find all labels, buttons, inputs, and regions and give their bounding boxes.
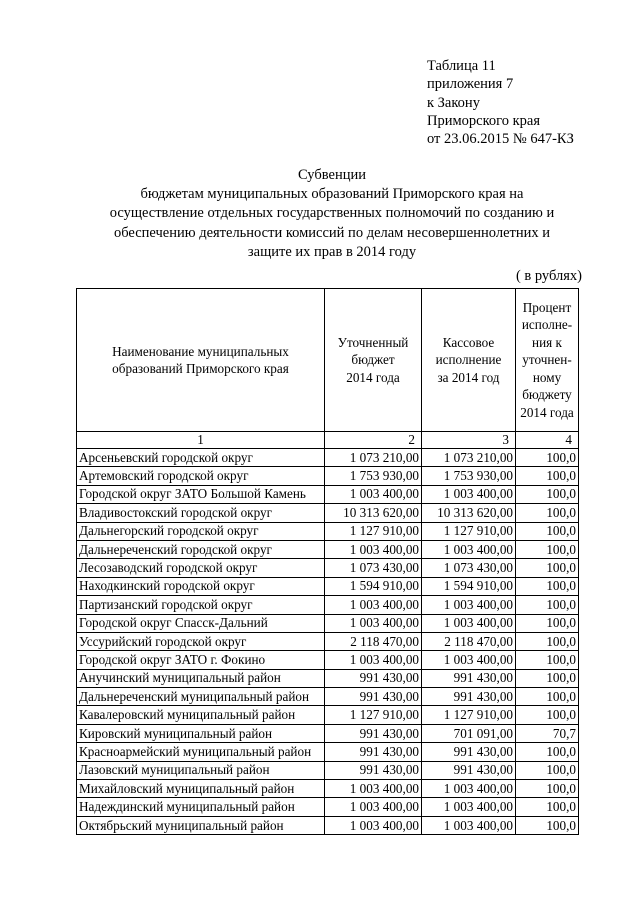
table-body [77,449,579,835]
table-row [77,743,579,761]
table-row [77,449,579,467]
cell-municipality: Артемовский городской округ [77,467,325,485]
cell-execution: 1 003 400,00 [422,780,516,798]
cell-percent: 100,0 [516,780,579,798]
cell-execution: 1 073 210,00 [422,449,516,467]
header-line: исполнение [435,352,502,368]
cell-percent: 100,0 [516,559,579,577]
cell-municipality: Дальнереченский муниципальный район [77,688,325,706]
annex-line: Приморского края [427,112,541,129]
cell-budget: 1 127 910,00 [325,706,422,724]
cell-budget: 1 003 400,00 [325,596,422,614]
cell-municipality: Красноармейский муниципальный район [77,743,325,761]
table-row [77,798,579,816]
cell-municipality: Городской округ ЗАТО Большой Камень [77,485,325,503]
header-percent [516,289,579,432]
cell-execution: 1 003 400,00 [422,596,516,614]
cell-percent: 70,7 [516,724,579,742]
cell-budget: 1 073 210,00 [325,449,422,467]
header-line: образований Приморского края [112,361,289,376]
cell-budget: 1 003 400,00 [325,485,422,503]
cell-execution: 1 003 400,00 [422,798,516,816]
cell-budget: 991 430,00 [325,743,422,761]
header-line: бюджет [351,352,395,368]
cell-municipality: Октябрьский муниципальный район [77,816,325,834]
cell-municipality: Уссурийский городской округ [77,632,325,650]
cell-budget: 1 003 400,00 [325,651,422,669]
column-number: 2 [325,432,422,449]
cell-municipality: Городской округ Спасск-Дальний [77,614,325,632]
header-line: ния к [532,334,562,350]
cell-execution: 991 430,00 [422,669,516,687]
cell-execution: 991 430,00 [422,761,516,779]
annex-line: Таблица 11 [427,58,496,74]
annex-line: к Закону [427,94,480,111]
table-row [77,540,579,558]
header-line: Наименование муниципальных [112,343,289,359]
title-line: защите их прав в 2014 году [247,243,417,260]
table-row [77,467,579,485]
header-name [77,289,325,432]
cell-percent: 100,0 [516,467,579,485]
cell-execution: 1 073 430,00 [422,559,516,577]
cell-municipality: Лазовский муниципальный район [77,761,325,779]
table-row [77,485,579,503]
header-line: ному [532,369,562,385]
table-row [77,522,579,540]
cell-execution: 10 313 620,00 [422,504,516,522]
cell-municipality: Дальнегорский городской округ [77,522,325,540]
cell-execution: 1 003 400,00 [422,614,516,632]
cell-budget: 1 594 910,00 [325,577,422,595]
table-row [77,724,579,742]
cell-municipality: Находкинский городской округ [77,577,325,595]
table-row [77,669,579,687]
cell-percent: 100,0 [516,449,579,467]
cell-execution: 1 003 400,00 [422,816,516,834]
annex-reference [427,57,574,148]
table-row [77,761,579,779]
cell-budget: 991 430,00 [325,724,422,742]
header-line: Процент [522,299,572,315]
cell-percent: 100,0 [516,522,579,540]
cell-percent: 100,0 [516,743,579,761]
table-header-row [77,289,579,432]
column-number-row [77,432,579,449]
cell-execution: 2 118 470,00 [422,632,516,650]
cell-municipality: Кировский муниципальный район [77,724,325,742]
cell-percent: 100,0 [516,706,579,724]
table-row [77,632,579,650]
cell-execution: 991 430,00 [422,743,516,761]
cell-budget: 1 003 400,00 [325,540,422,558]
cell-municipality: Кавалеровский муниципальный район [77,706,325,724]
annex-line: от 23.06.2015 № 647-КЗ [427,131,574,148]
cell-percent: 100,0 [516,669,579,687]
cell-municipality: Владивостокский городской округ [77,504,325,522]
cell-execution: 1 127 910,00 [422,522,516,540]
title-line: Субвенции [298,167,366,183]
cell-percent: 100,0 [516,596,579,614]
cell-percent: 100,0 [516,485,579,503]
column-number: 4 [516,432,579,449]
cell-execution: 1 003 400,00 [422,540,516,558]
table-row [77,596,579,614]
cell-execution: 1 003 400,00 [422,485,516,503]
cell-budget: 1 003 400,00 [325,816,422,834]
subsidies-table [76,288,579,835]
table-row [77,780,579,798]
header-line: уточнен- [522,352,572,368]
table-row [77,816,579,834]
cell-budget: 2 118 470,00 [325,632,422,650]
header-execution [422,289,516,432]
cell-budget: 1 003 400,00 [325,614,422,632]
cell-percent: 100,0 [516,688,579,706]
cell-percent: 100,0 [516,504,579,522]
cell-budget: 1 003 400,00 [325,780,422,798]
cell-budget: 991 430,00 [325,688,422,706]
cell-percent: 100,0 [516,540,579,558]
cell-percent: 100,0 [516,798,579,816]
table-row [77,504,579,522]
cell-municipality: Партизанский городской округ [77,596,325,614]
cell-municipality: Анучинский муниципальный район [77,669,325,687]
table-row [77,577,579,595]
table-row [77,706,579,724]
title-line: осуществление отдельных государственных полномочий по созданию и [109,205,555,222]
cell-execution: 991 430,00 [422,688,516,706]
header-line: исполне- [521,317,573,333]
cell-budget: 1 003 400,00 [325,798,422,816]
cell-municipality: Дальнереченский городской округ [77,540,325,558]
cell-execution: 701 091,00 [422,724,516,742]
table-row [77,559,579,577]
cell-budget: 10 313 620,00 [325,504,422,522]
document-title [60,166,604,262]
header-line: 2014 года [520,404,574,420]
table-row [77,614,579,632]
cell-municipality: Лесозаводский городской округ [77,559,325,577]
column-number: 1 [77,432,325,449]
cell-budget: 991 430,00 [325,761,422,779]
cell-percent: 100,0 [516,761,579,779]
header-line: 2014 года [346,369,400,385]
cell-municipality: Михайловский муниципальный район [77,780,325,798]
cell-budget: 1 073 430,00 [325,559,422,577]
table-row [77,651,579,669]
cell-execution: 1 594 910,00 [422,577,516,595]
cell-municipality: Надеждинский муниципальный район [77,798,325,816]
cell-percent: 100,0 [516,651,579,669]
cell-municipality: Арсеньевский городской округ [77,449,325,467]
title-line: обеспечению деятельности комиссий по делам несовершеннолетних и [113,224,551,241]
cell-percent: 100,0 [516,577,579,595]
cell-budget: 991 430,00 [325,669,422,687]
annex-line: приложения 7 [427,76,514,93]
header-line: бюджету [522,387,572,403]
unit-note: ( в рублях) [515,268,582,284]
header-budget [325,289,422,432]
cell-municipality: Городской округ ЗАТО г. Фокино [77,651,325,669]
cell-budget: 1 753 930,00 [325,467,422,485]
header-line: Кассовое [442,334,495,350]
cell-budget: 1 127 910,00 [325,522,422,540]
column-number: 3 [422,432,516,449]
cell-percent: 100,0 [516,614,579,632]
cell-execution: 1 127 910,00 [422,706,516,724]
table-row [77,688,579,706]
header-line: Уточненный [337,334,409,350]
cell-percent: 100,0 [516,632,579,650]
header-line: за 2014 год [437,369,500,385]
title-line: бюджетам муниципальных образований Приморского края на [140,186,524,203]
cell-execution: 1 003 400,00 [422,651,516,669]
cell-percent: 100,0 [516,816,579,834]
cell-execution: 1 753 930,00 [422,467,516,485]
